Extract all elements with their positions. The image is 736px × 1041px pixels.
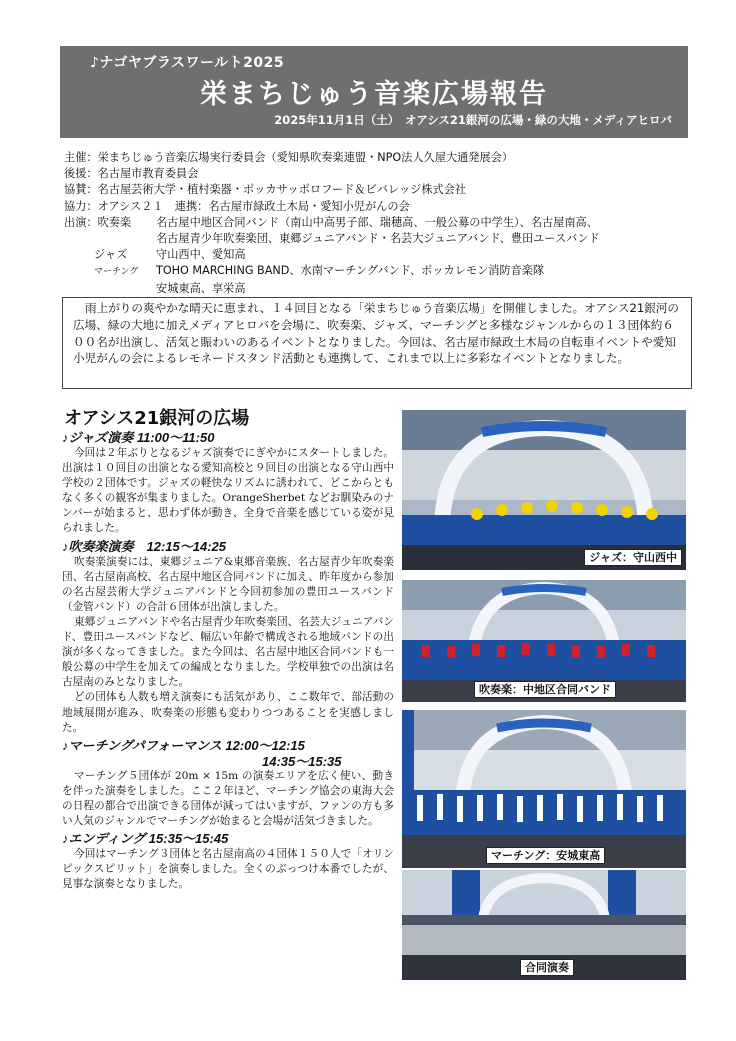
brass-text-3: どの団体も人数も増え演奏にも活気があり、ここ数年で、部活動の地域展開が進み、吹奏楽の形態も変わりつつあることを実感しました。 (62, 691, 394, 734)
marching-heading: ♪マーチングパフォーマンス 12:00〜12:15 (62, 737, 305, 753)
intro-box: 雨上がりの爽やかな晴天に恵まれ、１４回目となる「栄まちじゅう音楽広場」を開催しました。オアシス21銀河の広場、緑の大地に加えメディアヒロバを会場に、吹奏楽、ジャズ、マーチングと多様なジャンルからの１３団体約６００名が出演し、活気と賑わいのあるイベントとなりました。今回は、名古屋市緑政土木局の自転車イベントや愛知小児がんの会によるレモネードスタンド活動とも連携して、これまで以上に多彩なイベントとなりました。 (62, 297, 692, 389)
photo-marching (402, 710, 686, 868)
performers-jazz (64, 247, 694, 263)
performers-marching (64, 263, 694, 280)
support: 後援：名古屋市教育委員会 (64, 167, 199, 181)
marching-label: マーチング (94, 267, 139, 278)
performers-brass (64, 215, 694, 231)
article-body (62, 428, 394, 892)
photo-caption: 吹奏楽：中地区合同バンド (474, 681, 616, 698)
photo-jazz-image (402, 410, 686, 570)
header-banner (60, 46, 688, 138)
supertitle: ♪ナゴヤブラスワールト2025 (90, 55, 285, 71)
marching-line-1: TOHO MARCHING BAND、水南マーチングバンド、ポッカレモン消防音楽隊 (156, 264, 545, 278)
date-venue: 2025年11月1日（土） オアシス21銀河の広場・緑の大地・メディアヒロバ (274, 113, 672, 127)
sponsor: 協賛：名古屋芸術大学・植村楽器・ポッカサッポロフード＆ビバレッジ株式会社 (64, 183, 467, 197)
photo-caption: 合同演奏 (520, 959, 574, 976)
photo-combined (402, 870, 686, 980)
photo-marching-image (402, 710, 686, 868)
photo-caption: マーチング：安城東高 (486, 847, 605, 864)
jazz-line: 守山西中、愛知高 (156, 248, 246, 262)
page-title: 栄まちじゅう音楽広場報告 (200, 79, 548, 110)
credits-block (64, 150, 694, 297)
brass-text-2: 東郷ジュニアバンドや名古屋青少年吹奏楽団、名芸大ジュニアバンド、豊田ユースバンドなど、幅広い年齢で構成される地域バンドの出演が多くなってきました。また今回は、名古屋中地区合同バンドも一般公募の中学生を加えての編成となりました。学校単独での出演は名古屋南のみとなりました。 (62, 615, 394, 689)
jazz-text: 今回は２年ぶりとなるジャズ演奏でにぎやかにスタートしました。出演は１０回目の出演となる愛知高校と９回目の出演となる守山西中学校の２団体です。ジャズの軽快なリズムに誘われて、どこからともなく多くの観客が集まりました。OrangeSherbet などお馴染みのナンバーが始まると、思わず体が動き、全身で音楽を感じている姿が見られました。 (62, 447, 394, 535)
jazz-label: ジャズ (94, 248, 128, 262)
jazz-heading: ♪ジャズ演奏 11:00〜11:50 (62, 430, 215, 445)
performers-label: 出演：吹奏楽 (64, 215, 132, 229)
section-title: オアシス21銀河の広場 (64, 408, 250, 429)
marching-line-2: 安城東高、享栄高 (156, 281, 246, 295)
brass-line-2: 名古屋青少年吹奏楽団、東郷ジュニアバンド・名芸大ジュニアバンド、豊田ユースバンド (156, 232, 600, 246)
photo-brass (402, 580, 686, 702)
brass-line-1: 名古屋中地区合同バンド（南山中高男子部、瑞穂高、一般公募の中学生）、名古屋南高、 (156, 215, 598, 229)
marching-heading-2: 14:35〜15:35 (262, 753, 342, 769)
photo-caption: ジャズ：守山西中 (584, 549, 682, 566)
marching-text: マーチング５団体が 20m × 15m の演奏エリアを広く使い、動きを伴った演奏をしました。ここ２年ほど、マーチング協会の東海大会の日程の都合で出演できる団体が減ってはいますが、ファンの方も多い人気のジャンルでマーチングが始まると会場が活気づきました。 (62, 769, 394, 827)
brass-heading: ♪吹奏楽演奏 12:15〜14:25 (62, 538, 226, 554)
brass-text-1: 吹奏楽演奏には、東郷ジュニア&東郷音楽族、名古屋青少年吹奏楽団、名古屋南高校、名古屋中地区合同バンドに加え、昨年度から参加の名古屋芸術大学ジュニアバンドと今回初参加の豊田ユースバンド（金管バンド）の合計６団体が出演しました。 (62, 555, 394, 613)
photo-jazz (402, 410, 686, 570)
organizer: 主催：栄まちじゅう音楽広場実行委員会（愛知県吹奏楽連盟・NPO法人久屋大通発展会） (64, 151, 514, 164)
ending-heading: ♪エンディング 15:35〜15:45 (62, 831, 229, 847)
ending-text: 今回はマーチング３団体と名古屋南高の４団体１５０人で「オリンピックスピリット」を演奏しました。全くのぶっつけ本番でしたが、見事な演奏となりました。 (62, 848, 394, 891)
cooperation: 協力：オアシス２１ 連携：名古屋市緑政土木局・愛知小児がんの会 (64, 199, 410, 213)
